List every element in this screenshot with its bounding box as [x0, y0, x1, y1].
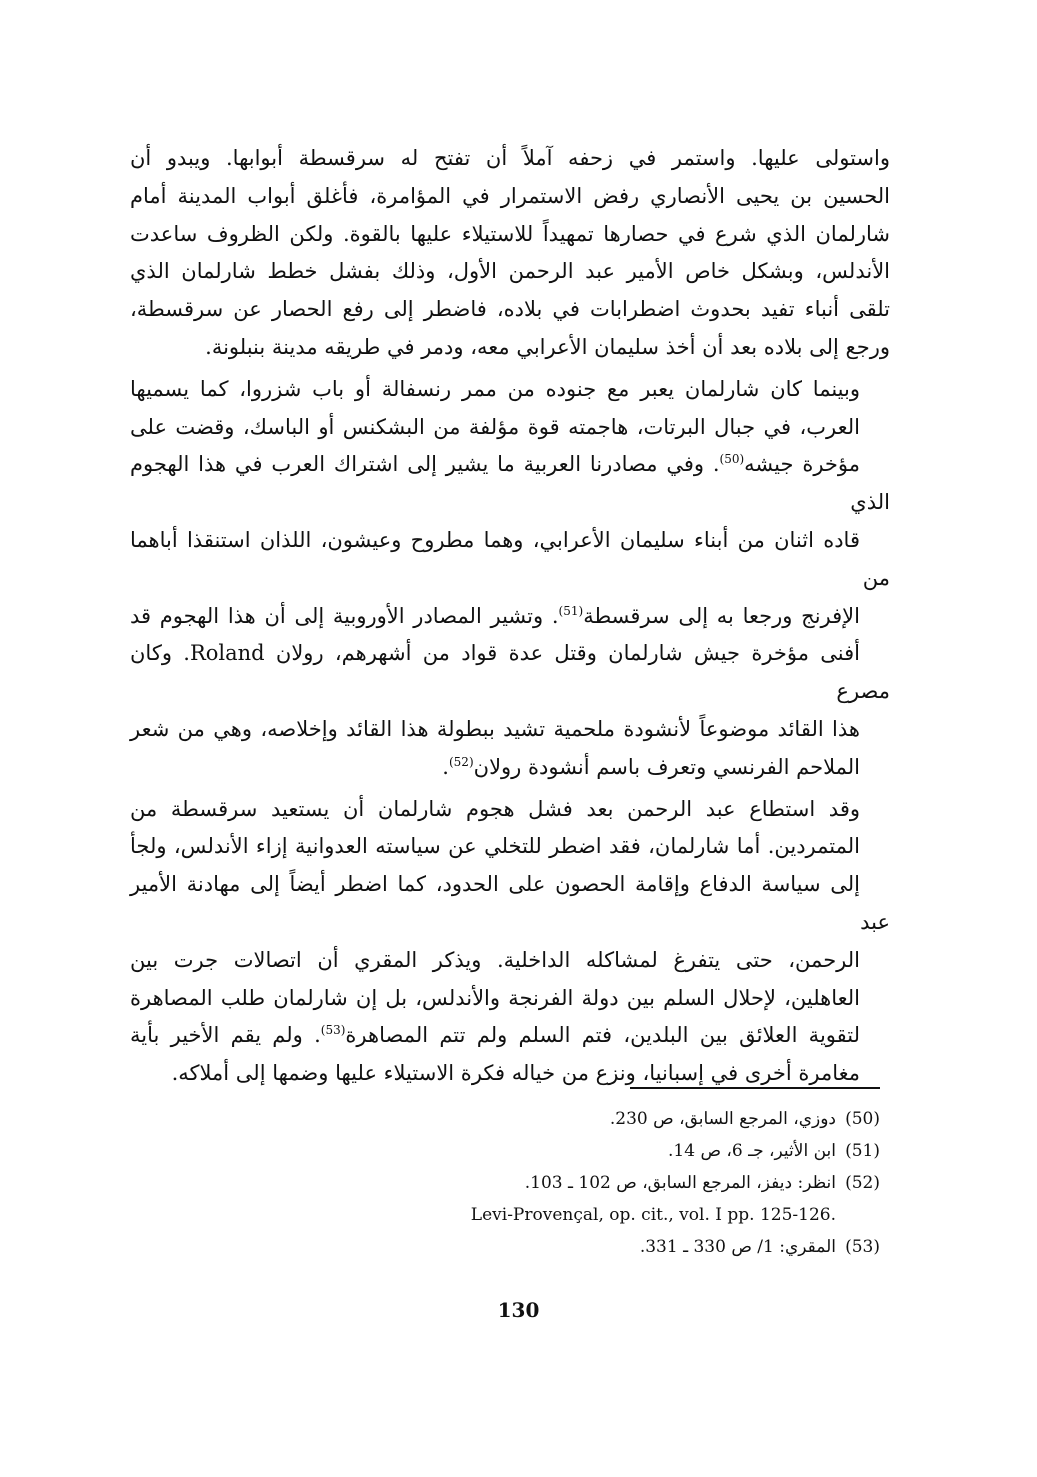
footnote-52 — [440, 1167, 880, 1199]
footnote-51 — [440, 1135, 880, 1167]
text-segment: الإفرنج ورجعا به إلى سرقسطة — [583, 603, 860, 628]
footnotes — [440, 1103, 880, 1263]
footnote-text: المقري: 1/ ص 330 ـ 331. — [639, 1237, 836, 1257]
footnote-number: (52) — [845, 1173, 880, 1193]
footnote-ref: (52) — [448, 754, 474, 769]
page-number: 130 — [497, 1298, 540, 1322]
text-line — [130, 446, 890, 522]
footnote-number: (53) — [845, 1237, 880, 1257]
text-segment: أفنى مؤخرة جيش شارلمان وقتل عدة قواد من أشهرهم، رولان — [275, 641, 860, 666]
footnote-number: (50) — [845, 1109, 880, 1129]
footnote-ref: (51) — [558, 603, 584, 618]
text-line: تلقى أنباء تفيد بحدوث اضطرابات في بلاده، فاضطر إلى رفع الحصار عن سرقسطة، — [130, 297, 890, 322]
text-segment: . وتشير المصادر الأوروبية إلى أن هذا الهجوم قد — [130, 603, 559, 628]
text-line: وقد استطاع عبد الرحمن بعد فشل هجوم شارلمان أن يستعيد سرقسطة من — [130, 796, 860, 821]
text-line: ورجع إلى بلاده بعد أن أخذ سليمان الأعرابي معه، ودمر في طريقه مدينة بنبلونة. — [205, 334, 890, 359]
text-line: هذا القائد موضوعاً لأنشودة ملحمية تشيد ببطولة هذا القائد وإخلاصه، وهي من شعر — [130, 716, 860, 741]
text-line — [130, 1017, 890, 1055]
text-line: وبينما كان شارلمان يعبر مع جنوده من ممر رنسفالة أو باب شزروا، كما يسميها — [130, 376, 860, 401]
text-line: واستولى عليها. واستمر في زحفه آملاً أن تفتح له سرقسطة أبوابها. ويبدو أن — [130, 146, 890, 170]
text-line: شارلمان الذي شرع في حصارها تمهيداً للاستيلاء عليها بالقوة. ولكن الظروف ساعدت — [130, 221, 890, 246]
footnote-ref: (50) — [719, 452, 745, 467]
text-segment: مؤخرة جيشه — [744, 452, 860, 477]
latin-name: Roland — [189, 641, 265, 666]
text-segment: الملاحم الفرنسي وتعرف باسم أنشودة رولان — [473, 754, 860, 779]
text-line: إلى سياسة الدفاع وإقامة الحصون على الحدود، كما اضطر أيضاً إلى مهادنة الأمير عبد — [130, 872, 890, 934]
text-segment: . ولم يقم الأخير بأية — [130, 1023, 321, 1048]
footnote-text: انظر: ديفز، المرجع السابق، ص 102 ـ 103. — [524, 1173, 836, 1193]
paragraph-1 — [130, 140, 890, 367]
text-line: العرب، في جبال البرتات، هاجمته قوة مؤلفة من البشكنس أو الباسك، وقضت على — [130, 414, 860, 439]
text-segment: لتقوية العلائق بين البلدين، فتم السلم ولم تتم المصاهرة — [345, 1023, 860, 1048]
paragraph-2 — [130, 371, 890, 787]
text-line: قاده اثنان من أبناء سليمان الأعرابي، وهما مطروح وعيشون، اللذان استنقذا أباهما من — [130, 527, 890, 590]
text-segment: . وكان مصرع — [130, 641, 890, 704]
footnote-text: دوزي، المرجع السابق، ص 230. — [609, 1109, 836, 1129]
footnote-ref: (53) — [320, 1023, 346, 1038]
footnote-number: (51) — [845, 1141, 880, 1161]
text-line: مغامرة أخرى في إسبانيا، ونزع من خياله فكرة الاستيلاء عليها وضمها إلى أملاكه. — [171, 1061, 860, 1086]
footnote-text: ابن الأثير، جـ 6، ص 14. — [668, 1141, 836, 1161]
text-line: العاهلين، لإحلال السلم بين دولة الفرنجة والأندلس، بل إن شارلمان طلب المصاهرة — [130, 985, 860, 1010]
footnote-53 — [440, 1231, 880, 1263]
paragraph-3 — [130, 791, 890, 1093]
text-line — [130, 598, 890, 636]
text-line: الأندلس، وبشكل خاص الأمير عبد الرحمن الأول، وذلك بفشل خطط شارلمان الذي — [130, 259, 890, 284]
text-line: المتمردين. أما شارلمان، فقد اضطر للتخلي عن سياسته العدوانية إزاء الأندلس، ولجأ — [130, 834, 860, 859]
text-segment: . وفي مصادرنا العربية ما يشير إلى اشتراك العرب في هذا الهجوم الذي — [130, 452, 890, 515]
text-line: الحسين بن يحيى الأنصاري رفض الاستمرار في المؤامرة، فأغلق أبواب المدينة أمام — [130, 183, 890, 208]
text-line — [130, 635, 890, 711]
footnote-52-continuation: Levi-Provençal, op. cit., vol. I pp. 125-126. — [470, 1205, 836, 1225]
text-line — [130, 749, 890, 787]
footnote-50 — [440, 1103, 880, 1135]
footnote-separator — [630, 1087, 880, 1089]
text-segment: . — [442, 754, 449, 779]
text-line: الرحمن، حتى يتفرغ لمشاكله الداخلية. ويذكر المقري أن اتصالات جرت بين — [130, 947, 860, 972]
main-text — [130, 140, 890, 1093]
